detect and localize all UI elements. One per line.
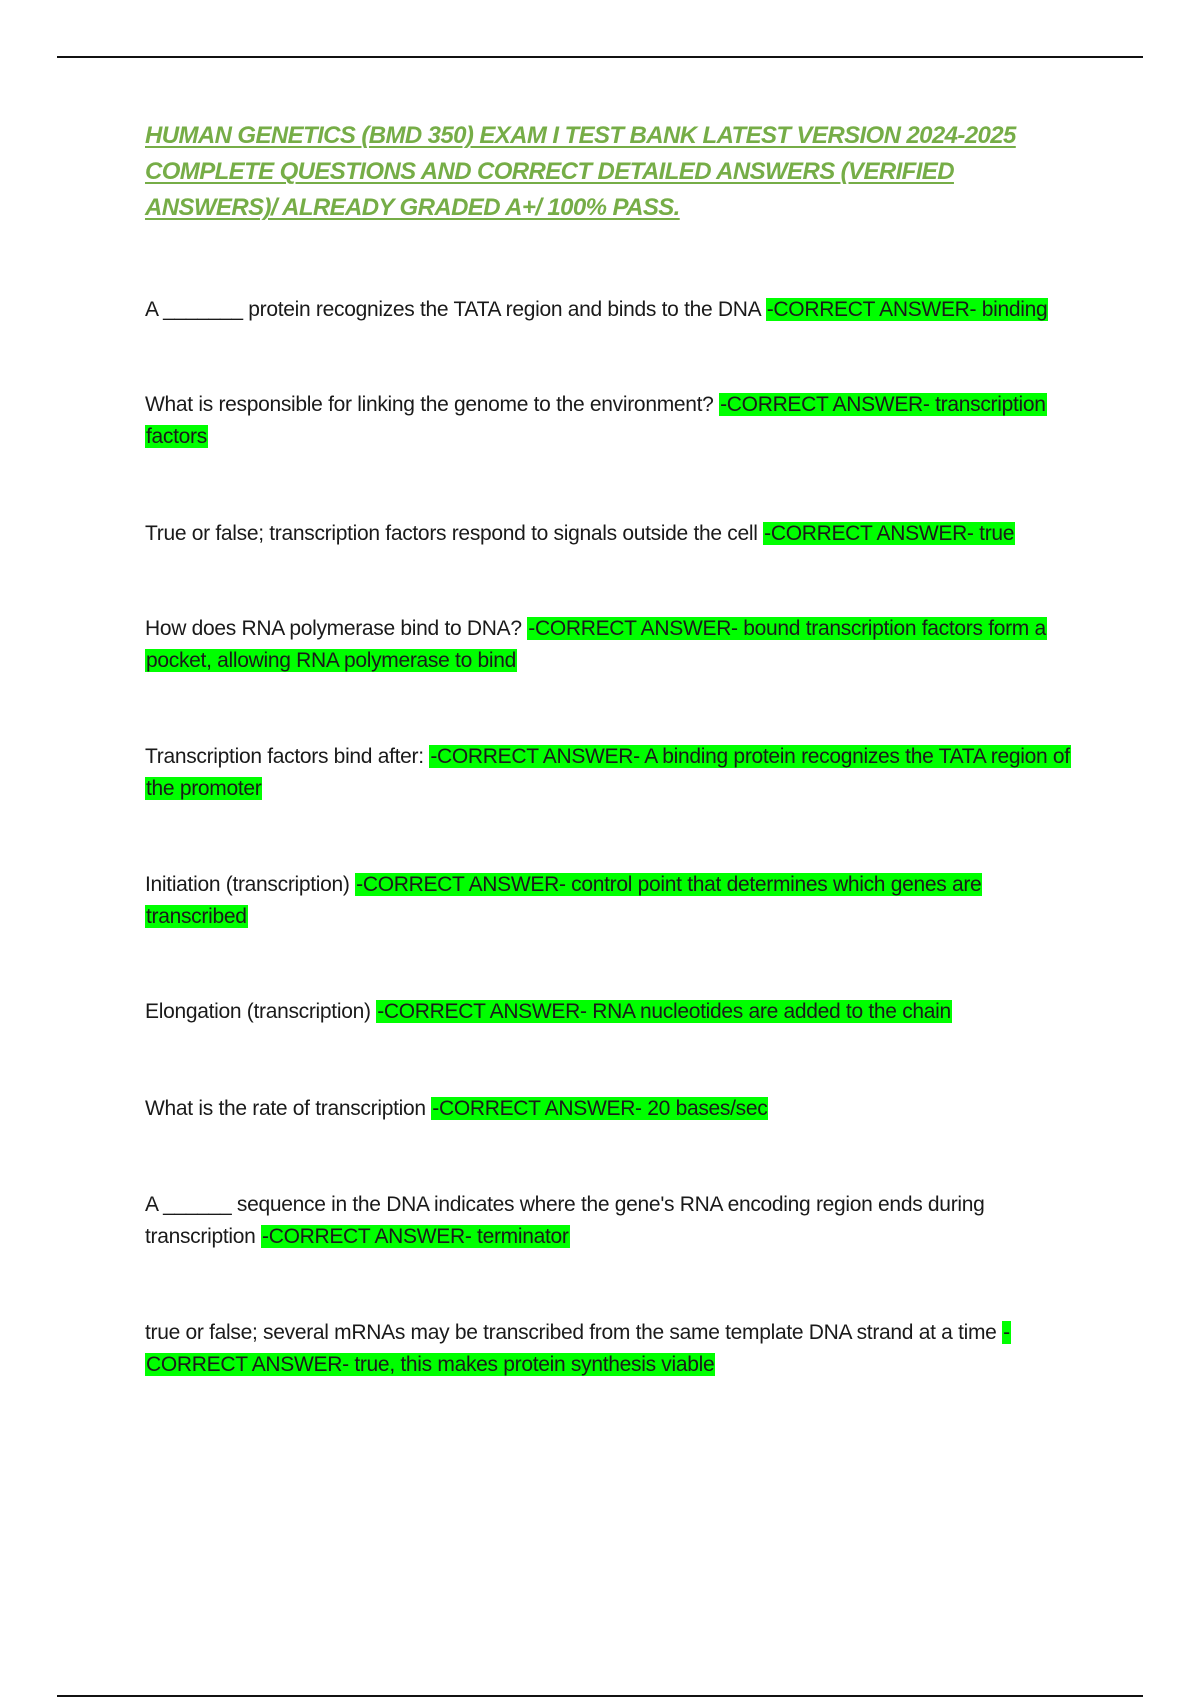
- question-text: Initiation (transcription): [145, 873, 356, 896]
- question-text: What is the rate of transcription: [145, 1097, 432, 1120]
- question-text: A ______ sequence in the DNA indicates where the gene's RNA encoding region ends during transcription: [145, 1193, 985, 1248]
- question-text: What is responsible for linking the genome to the environment?: [145, 393, 720, 416]
- qa-item-3: [145, 518, 1085, 550]
- question-text: How does RNA polymerase bind to DNA?: [145, 617, 528, 640]
- question-text: true or false; several mRNAs may be transcribed from the same template DNA strand at a time: [145, 1321, 1003, 1344]
- answer-highlight: -CORRECT ANSWER- RNA nucleotides are added to the chain: [377, 1000, 951, 1023]
- qa-item-5: [145, 741, 1085, 805]
- qa-item-8: [145, 1093, 1085, 1125]
- qa-item-4: [145, 613, 1085, 677]
- question-text: True or false; transcription factors respond to signals outside the cell: [145, 522, 764, 545]
- document-body: [145, 118, 1085, 226]
- qa-item-2: [145, 389, 1085, 453]
- answer-highlight: -CORRECT ANSWER- control point that determines which genes are transcribed: [146, 873, 982, 928]
- qa-item-6: [145, 869, 1085, 933]
- answer-highlight: -CORRECT ANSWER- 20 bases/sec: [432, 1097, 768, 1120]
- answer-highlight: -CORRECT ANSWER- transcription factors: [146, 393, 1046, 448]
- qa-item-1: [145, 294, 1085, 326]
- bottom-rule: [57, 1695, 1143, 1697]
- answer-highlight: -CORRECT ANSWER- bound transcription factors form a pocket, allowing RNA polymerase to bind: [146, 617, 1046, 672]
- answer-highlight: -CORRECT ANSWER- true: [764, 522, 1015, 545]
- qa-item-7: [145, 996, 1085, 1028]
- question-text: Transcription factors bind after:: [145, 745, 430, 768]
- qa-item-10: [145, 1317, 1085, 1381]
- qa-item-9: [145, 1189, 1085, 1253]
- answer-highlight: -CORRECT ANSWER- true, this makes protein synthesis viable: [146, 1321, 1010, 1376]
- question-text: Elongation (transcription): [145, 1000, 377, 1023]
- document-title: HUMAN GENETICS (BMD 350) EXAM I TEST BANK LATEST VERSION 2024-2025 COMPLETE QUESTIONS AND CORRECT DETAILED ANSWERS (VERIFIED ANSWERS)/ ALREADY GRADED A+/ 100% PASS.: [145, 122, 1016, 221]
- answer-highlight: -CORRECT ANSWER- binding: [766, 298, 1048, 321]
- question-text: A _______ protein recognizes the TATA region and binds to the DNA: [145, 298, 766, 321]
- top-rule: [57, 56, 1143, 58]
- answer-highlight: -CORRECT ANSWER- A binding protein recognizes the TATA region of the promoter: [146, 745, 1070, 800]
- answer-highlight: -CORRECT ANSWER- terminator: [262, 1225, 569, 1248]
